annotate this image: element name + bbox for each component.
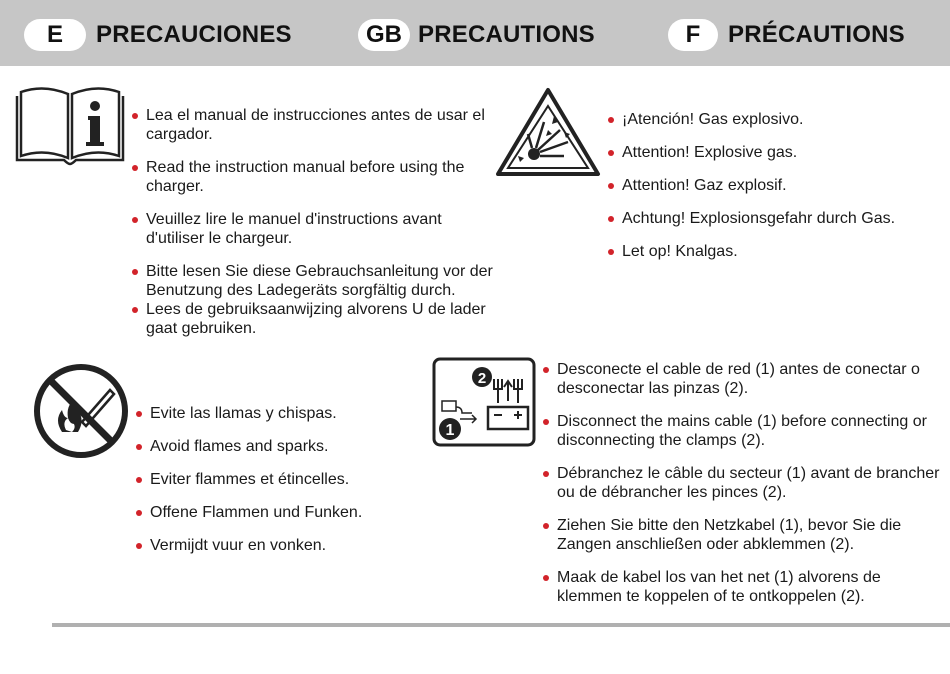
header-title-f: PRÉCAUTIONS: [728, 21, 905, 48]
header-title-gb: PRECAUTIONS: [418, 21, 595, 48]
no-flames-icon: [32, 362, 130, 465]
explosive-precautions-list: [608, 110, 938, 261]
language-badge-gb: GB: [358, 19, 410, 51]
bullet-dot: [543, 367, 549, 373]
bullet-dot: [132, 307, 138, 313]
list-item: Read the instruction manual before using the charger.: [132, 158, 502, 196]
list-item: Ziehen Sie bitte den Netzkabel (1), bevor Sie die Zangen anschließen oder abklemmen (2).: [543, 516, 943, 554]
list-item: Lea el manual de instrucciones antes de usar el cargador.: [132, 106, 502, 144]
bullet-dot: [136, 477, 142, 483]
bullet-dot: [132, 165, 138, 171]
clamp-number-label: 2: [477, 370, 487, 387]
bullet-dot: [132, 269, 138, 275]
explosive-warning-icon: [494, 86, 602, 183]
list-item: Attention! Explosive gas.: [608, 143, 938, 162]
list-item: Bitte lesen Sie diese Gebrauchsanleitung vor der Benutzung des Ladegeräts sorgfältig durch.: [132, 262, 502, 300]
bullet-dot: [608, 216, 614, 222]
list-item: Avoid flames and sparks.: [136, 437, 436, 456]
bullet-dot: [608, 150, 614, 156]
language-badge-f: F: [668, 19, 718, 51]
list-item: Evite las llamas y chispas.: [136, 404, 436, 423]
plug-number-label: 1: [445, 422, 455, 439]
disconnect-mains-icon: [432, 357, 536, 452]
bullet-dot: [543, 471, 549, 477]
list-item: Attention! Gaz explosif.: [608, 176, 938, 195]
list-item: ¡Atención! Gas explosivo.: [608, 110, 938, 129]
header-group-f: [668, 18, 905, 52]
bullet-dot: [543, 523, 549, 529]
list-item: Desconecte el cable de red (1) antes de conectar o desconectar las pinzas (2).: [543, 360, 943, 398]
manual-book-icon: [14, 86, 126, 171]
bullet-dot: [136, 411, 142, 417]
bullet-dot: [543, 575, 549, 581]
footer-divider: [52, 623, 950, 627]
bullet-dot: [136, 510, 142, 516]
header-group-es: [24, 18, 292, 52]
bullet-dot: [132, 113, 138, 119]
bullet-dot: [136, 543, 142, 549]
list-item: Vermijdt vuur en vonken.: [136, 536, 436, 555]
list-item: Veuillez lire le manuel d'instructions avant d'utiliser le chargeur.: [132, 210, 502, 248]
list-item: Maak de kabel los van het net (1) alvorens de klemmen te koppelen of te ontkoppelen (2).: [543, 568, 943, 606]
list-item: Eviter flammes et étincelles.: [136, 470, 436, 489]
list-item: Lees de gebruiksaanwijzing alvorens U de lader gaat gebruiken.: [132, 300, 502, 338]
disconnect-precautions-list: [543, 360, 943, 606]
language-badge-es: E: [24, 19, 86, 51]
bullet-dot: [608, 117, 614, 123]
list-item: Let op! Knalgas.: [608, 242, 938, 261]
list-item: Débranchez le câble du secteur (1) avant de brancher ou de débrancher les pinces (2).: [543, 464, 943, 502]
header-group-gb: [358, 18, 595, 52]
list-item: Achtung! Explosionsgefahr durch Gas.: [608, 209, 938, 228]
bullet-dot: [543, 419, 549, 425]
flames-precautions-list: [136, 404, 436, 555]
bullet-dot: [132, 217, 138, 223]
bullet-dot: [608, 183, 614, 189]
list-item: Disconnect the mains cable (1) before connecting or disconnecting the clamps (2).: [543, 412, 943, 450]
list-item: Offene Flammen und Funken.: [136, 503, 436, 522]
manual-precautions-list: [132, 106, 502, 338]
bullet-dot: [136, 444, 142, 450]
header-title-es: PRECAUCIONES: [96, 21, 292, 48]
header-bar: [0, 0, 950, 66]
bullet-dot: [608, 249, 614, 255]
